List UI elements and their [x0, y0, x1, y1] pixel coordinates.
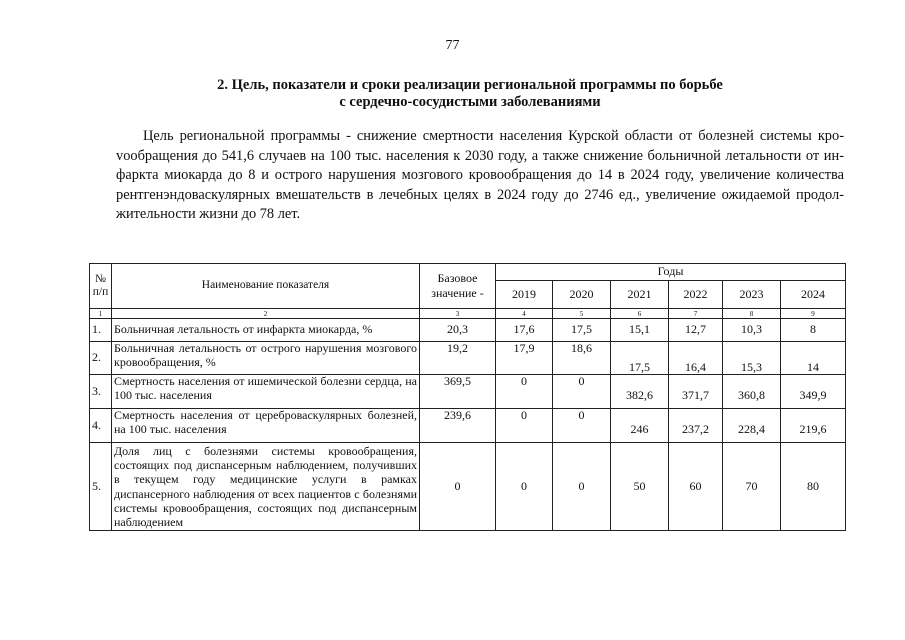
row-number: 1.: [90, 319, 112, 342]
year-value: 219,6: [781, 409, 846, 443]
table-row: [90, 342, 846, 375]
year-value: 17,5: [553, 319, 611, 342]
year-value: 16,4: [669, 342, 723, 375]
year-value: 50: [611, 443, 669, 531]
header-year: 2023: [723, 281, 781, 309]
column-index: 5: [553, 309, 611, 319]
header-year: 2021: [611, 281, 669, 309]
year-value: 360,8: [723, 375, 781, 409]
column-index: 3: [420, 309, 496, 319]
section-heading: [150, 77, 790, 111]
year-value: 14: [781, 342, 846, 375]
header-base: Базовое значение -: [420, 264, 496, 309]
year-value: 18,6: [553, 342, 611, 375]
year-value: 0: [553, 443, 611, 531]
year-value: 382,6: [611, 375, 669, 409]
table-row: [90, 375, 846, 409]
indicator-name: Смертность населения от цереброваскулярных болезней, на 100 тыс. населения: [112, 409, 420, 443]
column-index: 2: [112, 309, 420, 319]
row-number: 4.: [90, 409, 112, 443]
table-header-row: [90, 264, 846, 281]
column-index: 9: [781, 309, 846, 319]
indicator-name: Больничная летальность от острого нарушения мозгового кровообращения, %: [112, 342, 420, 375]
year-value: 237,2: [669, 409, 723, 443]
indicator-name: Больничная летальность от инфаркта миокарда, %: [112, 319, 420, 342]
year-value: 0: [496, 375, 553, 409]
column-index-row: [90, 309, 846, 319]
year-value: 10,3: [723, 319, 781, 342]
year-value: 0: [553, 375, 611, 409]
column-index: 7: [669, 309, 723, 319]
year-value: 8: [781, 319, 846, 342]
year-value: 0: [496, 409, 553, 443]
column-index: 1: [90, 309, 112, 319]
row-number: 5.: [90, 443, 112, 531]
year-value: 60: [669, 443, 723, 531]
indicator-name: Смертность населения от ишемической болезни сердца, на 100 тыс. населения: [112, 375, 420, 409]
header-year: 2020: [553, 281, 611, 309]
page-number: 77: [445, 38, 460, 53]
row-number: 2.: [90, 342, 112, 375]
section-heading-line-2: с сердечно-сосудистыми заболеваниями: [339, 94, 601, 110]
intro-paragraph: Цель региональной программы - снижение смертности населения Курской области от болезней системы кроvообращения до 541,6 случаев на 100 тыс. населения к 2030 году, а также снижение больничной летальности от инфаркта миокарда до 8 и острого нарушения мозгового кровообращения до 14 в 2024 году, увеличение количества рентгенэндоваскулярных вмешательств в лечебных целях в 2024 году до 2746 ед., увеличение ожидаемой продолжительности жизни до 78 лет.: [116, 128, 844, 222]
section-heading-line-1: 2. Цель, показатели и сроки реализации региональной программы по борьбе: [217, 77, 723, 93]
year-value: 0: [553, 409, 611, 443]
column-index: 8: [723, 309, 781, 319]
indicator-name: Доля лиц с болезнями системы кровообращения, состоящих под диспансерным наблюдением, получивших в текущем году медицинские услуги в рамках диспансерного наблюдения от всех пациентов с болезнями системы кровообращения, состоящих под диспансерным наблюдением: [112, 443, 420, 531]
year-value: 371,7: [669, 375, 723, 409]
header-years: Годы: [496, 264, 846, 281]
base-value: 239,6: [420, 409, 496, 443]
header-year: 2024: [781, 281, 846, 309]
year-value: 15,1: [611, 319, 669, 342]
column-index: 4: [496, 309, 553, 319]
header-year: 2022: [669, 281, 723, 309]
table-row: [90, 443, 846, 531]
year-value: 70: [723, 443, 781, 531]
column-index: 6: [611, 309, 669, 319]
year-value: 246: [611, 409, 669, 443]
year-value: 80: [781, 443, 846, 531]
header-name: Наименование показателя: [112, 264, 420, 309]
table-row: [90, 409, 846, 443]
year-value: 349,9: [781, 375, 846, 409]
year-value: 15,3: [723, 342, 781, 375]
header-year: 2019: [496, 281, 553, 309]
indicators-table: [89, 263, 846, 531]
base-value: 369,5: [420, 375, 496, 409]
row-number: 3.: [90, 375, 112, 409]
year-value: 228,4: [723, 409, 781, 443]
table-row: [90, 319, 846, 342]
year-value: 0: [496, 443, 553, 531]
year-value: 12,7: [669, 319, 723, 342]
base-value: 20,3: [420, 319, 496, 342]
year-value: 17,5: [611, 342, 669, 375]
base-value: 19,2: [420, 342, 496, 375]
base-value: 0: [420, 443, 496, 531]
header-num: № п/п: [90, 264, 112, 309]
year-value: 17,9: [496, 342, 553, 375]
year-value: 17,6: [496, 319, 553, 342]
